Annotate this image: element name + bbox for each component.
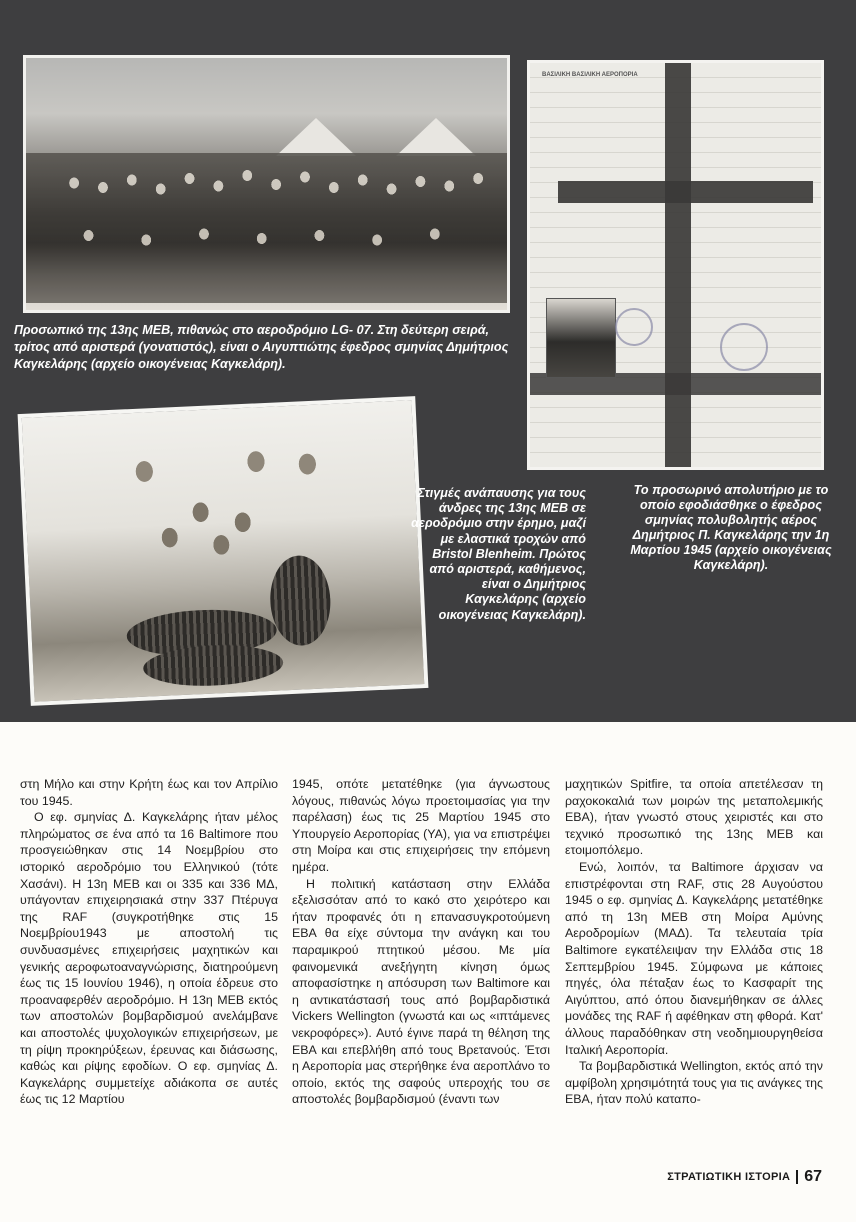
paragraph: στη Μήλο και στην Κρήτη έως και τον Απρίλιο του 1945. (20, 777, 278, 808)
article-column-2 (292, 776, 550, 1108)
group-photo (23, 55, 510, 313)
page-footer (667, 1168, 822, 1186)
tent-shape (276, 118, 356, 156)
group-photo-caption: Προσωπικό της 13ης ΜΕΒ, πιθανώς στο αεροδρόμιο LG- 07. Στη δεύτερη σειρά, τρίτος από αριστερά (γονατιστός), είναι ο Αιγυπτιώτης έφεδρος σμηνίας Δημήτριος Καγκελάρης (αρχείο οικογένειας Καγκελάρη). (14, 323, 509, 371)
stamp-icon (615, 308, 653, 346)
paragraph: Η πολιτική κατάσταση στην Ελλάδα εξελισσόταν από το κακό στο χειρότερο και ήταν προφανές ότι η επανασυγκροτούμενη ΕΒΑ θα είχε σύντομα την ανάγκη και του παραμικρού πτητικού μέσου. Με μία φαινομενικά ανεξήγητη κίνηση όμως αποφασίστηκε η απόσυρση των Baltimore και η αντικατάστασή τους από βομβαρδιστικά Vickers Wellington (γνωστά και ως «ιπτάμενες νεκροφόρες»). Αυτό έγινε παρά τη θέληση της ΕΒΑ και επεβλήθη από τους Βρετανούς. Έτσι η Αεροπορία μας στερήθηκε ένα αεροπλάνο το οποίο, εκτός της σαφούς υπεροχής του σε αποστολές βομβαρδισμού (έναντι των (292, 876, 550, 1107)
stamp-icon (720, 323, 768, 371)
crowd-silhouettes (26, 153, 507, 303)
paragraph: Τα βομβαρδιστικά Wellington, εκτός από την αμφίβολη χρησιμότητά τους για τις ανάγκες της ΕΒΑ, ήταν πολύ καταπο- (565, 1059, 823, 1107)
page-number: 67 (804, 1168, 822, 1185)
article-column-3 (565, 776, 823, 1108)
paragraph: 1945, οπότε μετατέθηκε (για άγνωστους λόγους, πιθανώς λόγω προετοιμασίας για την παρέλαση) έως τις 25 Μαρτίου 1945 στο Υπουργείο Αεροπορίας (ΥΑ), για να επιστρέψει στη Μοίρα και στις επιχειρήσεις την επόμενη ημέρα. (292, 777, 550, 874)
cross-out-vertical (665, 63, 691, 467)
paragraph: Ο εφ. σμηνίας Δ. Καγκελάρης ήταν μέλος πληρώματος σε ένα από τα 16 Baltimore που προσγειώθηκαν στις 14 Νοεμβρίου στο ιστορικό αεροδρόμιο του Ελληνικού (τότε Χασάνι). Η 13η ΜΕΒ και οι 335 και 336 ΜΔ, υπάγονταν επιχειρησιακά στην 337 Πτέρυγα της RAF (συγκροτήθηκε στις 15 Νοεμβρίου1943 με αποστολή τις συνδυασμένες επιχειρήσεις μαχητικών και γενικής αεροφωτοαναγνώρισης, διατηρούμενη έως τις 15 Ιουνίου 1946), η οποία έδρευε στο προαναφερθέν αεροδρόμιο. Η 13η ΜΕΒ εκτός των αποστολών βομβαρδισμού ανελάμβανε και αποστολές ψυχολογικών επιχειρήσεων, με τη ρίψη προκηρύξεων, έρευνας και διάσωσης, καθώς και ρίψης εφοδίων. Ο εφ. σμηνίας Δ. Καγκελάρης συμμετείχε αδιάκοπα σε αυτές έως τις 12 Μαρτίου (20, 810, 278, 1107)
paragraph: Ενώ, λοιπόν, τα Baltimore άρχισαν να επιστρέφονται στη RAF, στις 28 Αυγούστου 1945 ο εφ. σμηνίας Δ. Καγκελάρης μετατέθηκε από τη 13η ΜΕΒ στη Μοίρα Αμύνης Αεροδρομίων (ΜΑΔ). Τα τελευταία τρία Baltimore εγκατέλειψαν την Ελλάδα στις 18 Σεπτεμβρίου 1945. Σύμφωνα με κάποιες πηγές, όλα πέταξαν έως το Κασφαρίτ της Αιγύπτου, από όπου διανεμήθηκαν σε άλλες μονάδες της RAF ή αφέθηκαν στη φθορά. Κατ' άλλους παραδόθηκαν στη νεοδημιουργηθείσα Ιταλική Αεροπορία. (565, 859, 823, 1057)
rest-photo (18, 396, 429, 706)
cross-out-horizontal (558, 181, 813, 203)
id-portrait (546, 298, 616, 378)
tent-shape (396, 118, 476, 156)
article-column-1 (20, 776, 278, 1108)
rest-photo-caption: Στιγμές ανάπαυσης για τους άνδρες της 13ης ΜΕΒ σε αεροδρόμιο στην έρημο, μαζί με ελαστικά τροχών από Bristol Blenheim. Πρώτος από αριστερά, καθήμενος, είναι ο Δημήτριος Καγκελάρης (αρχείο οικογένειας Καγκελάρη). (411, 486, 586, 622)
footer-divider (796, 1170, 798, 1184)
magazine-title: ΣΤΡΑΤΙΩΤΙΚΗ ΙΣΤΟΡΙΑ (667, 1171, 791, 1183)
paragraph: μαχητικών Spitfire, τα οποία απετέλεσαν τη ραχοκοκαλιά των μοιρών της μεταπολεμικής ΕΒΑ), ήταν γνωστό στους χειριστές και στο τεχνικό προσωπικό της 13ης ΜΕΒ και ετοιμοπόλεμο. (565, 777, 823, 858)
certificate-document (527, 60, 824, 470)
document-header: ΒΑΣΙΛΙΚΗ ΒΑΣΙΛΙΚΗ ΑΕΡΟΠΟΡΙΑ (542, 72, 638, 78)
certificate-caption: Το προσωρινό απολυτήριο με το οποίο εφοδιάσθηκε ο έφεδρος σμηνίας πολυβολητής αέρος Δημήτριος Π. Καγκελάρης την 1η Μαρτίου 1945 (αρχείο οικογένειας Καγκελάρη). (630, 483, 832, 572)
